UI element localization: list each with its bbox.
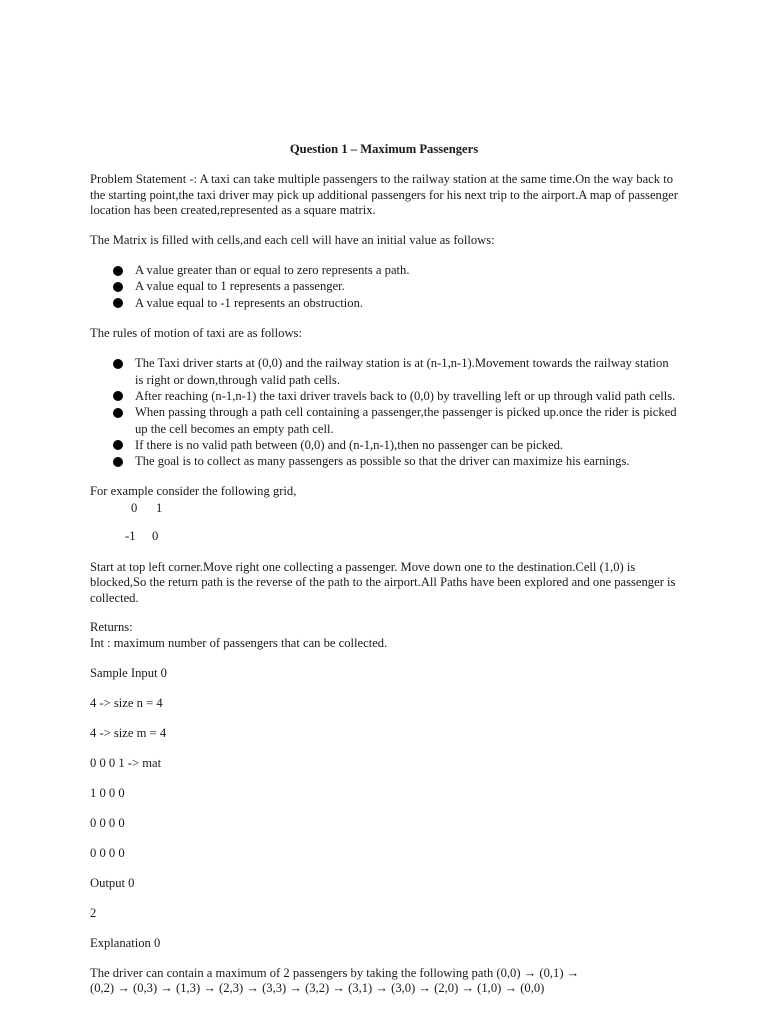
explanation-text: The driver can contain a maximum of 2 passengers by taking the following path (0,0) → (0,1) → — [90, 965, 580, 980]
list-item — [135, 388, 680, 404]
returns-text: Int : maximum number of passengers that can be collected. — [90, 635, 388, 650]
grid-cell: 0 — [131, 500, 138, 515]
bullet-icon — [113, 266, 123, 276]
explanation-text: (0,2) → (0,3) → (1,3) → (2,3) → (3,3) → (3,2) → (3,1) → (3,0) → (2,0) → (1,0) → (0,0) — [90, 981, 545, 996]
matrix-intro: The Matrix is filled with cells,and each cell will have an initial value as follows: — [90, 232, 495, 247]
list-item-text: A value equal to -1 represents an obstruction. — [135, 295, 364, 310]
list-item — [135, 355, 680, 388]
list-item — [135, 295, 680, 311]
grid-cell: 1 — [156, 500, 163, 515]
rules-list — [90, 355, 690, 469]
bullet-icon — [113, 391, 123, 401]
explanation-label: Explanation 0 — [90, 935, 161, 950]
rules-intro: The rules of motion of taxi are as follows: — [90, 325, 302, 340]
list-item-text: A value greater than or equal to zero represents a path. — [135, 263, 410, 277]
document-page — [90, 141, 690, 997]
output-value: 2 — [90, 905, 97, 920]
sample-input-line: 0 0 0 0 — [90, 815, 125, 830]
grid-cell: 0 — [152, 528, 159, 543]
example-intro: For example consider the following grid, — [90, 484, 297, 499]
bullet-icon — [113, 359, 123, 369]
output-label: Output 0 — [90, 875, 135, 890]
example-explanation: Start at top left corner.Move right one collecting a passenger. Move down one to the destination.Cell (1,0) is blocked,So the return path is the reverse of the path to the airport.All Paths have been explored and one passenger is collected. — [90, 559, 676, 605]
list-item-text: When passing through a path cell containing a passenger,the passenger is picked up.once the rider is picked up the cell becomes an empty path cell. — [135, 405, 677, 436]
list-item — [135, 437, 680, 453]
list-item-text: The Taxi driver starts at (0,0) and the railway station is at (n-1,n-1).Movement towards the railway station is right or down,through valid path cells. — [135, 356, 669, 387]
list-item — [135, 404, 680, 437]
grid-cell: -1 — [125, 528, 136, 543]
list-item-text: After reaching (n-1,n-1) the taxi driver travels back to (0,0) by travelling left or up through valid path cells. — [135, 388, 676, 403]
bullet-icon — [113, 440, 123, 450]
question-title: Question 1 – Maximum Passengers — [289, 142, 479, 156]
bullet-icon — [113, 457, 123, 467]
cell-values-list — [90, 262, 690, 311]
sample-input-line: 0 0 0 0 — [90, 845, 125, 860]
bullet-icon — [113, 298, 123, 308]
returns-label: Returns: — [90, 620, 133, 635]
list-item — [135, 278, 680, 294]
sample-input-line: 1 0 0 0 — [90, 785, 125, 800]
list-item — [135, 453, 680, 469]
list-item-text: A value equal to 1 represents a passenger. — [135, 279, 345, 294]
list-item-text: If there is no valid path between (0,0) and (n-1,n-1),then no passenger can be picked. — [135, 437, 564, 452]
example-grid — [90, 500, 690, 544]
sample-input-line: 4 -> size n = 4 — [90, 695, 163, 710]
sample-input-label: Sample Input 0 — [90, 665, 167, 680]
problem-statement: Problem Statement -: A taxi can take multiple passengers to the railway station at the same time.On the way back to the starting point,the taxi driver may pick up additional passengers for his next trip to the airport.A map of passenger location has been created,represented as a square matrix. — [90, 172, 678, 217]
list-item-text: The goal is to collect as many passengers as possible so that the driver can maximize his earnings. — [135, 454, 630, 469]
sample-input-line: 0 0 0 1 -> mat — [90, 755, 162, 770]
bullet-icon — [113, 282, 123, 292]
grid-row — [90, 500, 690, 516]
bullet-icon — [113, 408, 123, 418]
grid-row — [90, 528, 690, 544]
sample-input-line: 4 -> size m = 4 — [90, 725, 167, 740]
list-item — [135, 262, 680, 278]
